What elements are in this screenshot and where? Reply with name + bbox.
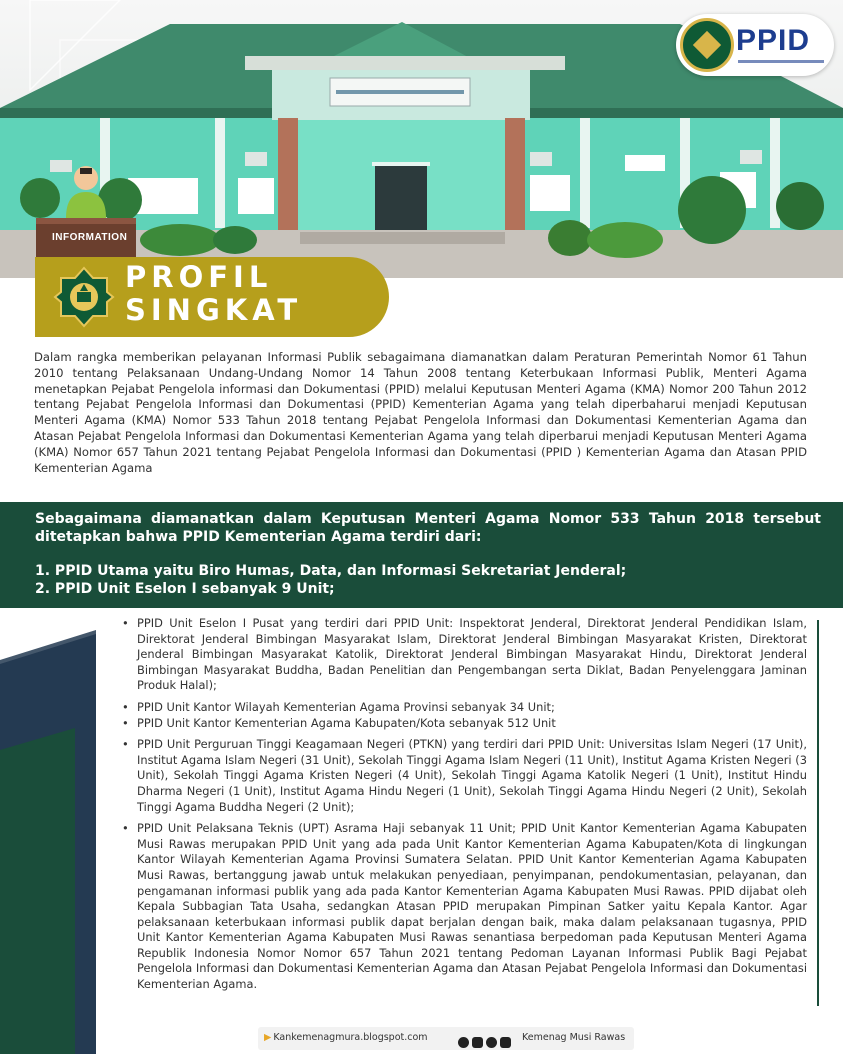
ppid-tagline [738, 60, 824, 63]
twitter-icon[interactable] [486, 1037, 497, 1048]
youtube-icon[interactable] [500, 1037, 511, 1048]
play-triangle-icon: ▶ [264, 1032, 272, 1043]
website-link[interactable]: Kankemenagmura.blogspot.com [273, 1032, 428, 1043]
decorative-stripes [0, 600, 110, 1054]
hero-photo [0, 0, 843, 278]
facebook-icon[interactable] [458, 1037, 469, 1048]
list-item: • PPID Unit Pelaksana Teknis (UPT) Asrama Haji sebanyak 11 Unit; PPID Unit Kantor Kementerian Agama Kabupaten Musi Rawas merupakan PPID Unit yang ada pada Unit Kantor Kementerian Agama Kabupaten/Kota di lingkungan Kantor Wilayah Kementerian Agama Provinsi Sumatera Selatan. PPID Unit Kantor Kementerian Agama Kabupaten Musi Rawas, bertanggung jawab untuk melakukan penyediaan, penyimpanan, pendokumentasian, pelayanan, dan pengamanan informasi publik yang ada pada Kantor Kementerian Agama Kabupaten Musi Rawas. PPID dijabat oleh Kepala Subbagian Tata Usaha, sedangkan Atasan PPID merupakan Pimpinan Satker yaitu Kepala Kantor. Agar pelaksanaan keterbukaan informasi publik dapat berjalan dengan baik, maka dalam pelaksanaan tugasnya, PPID Unit Kantor Kementerian Agama Kabupaten Musi Rawas senantiasa berpedoman pada Keputusan Menteri Agama Republik Indonesia Nomor Nomor 657 Tahun 2021 tentang Pedoman Layanan Informasi Publik Bagi Pejabat Pengelola Informasi dan Dokumentasi Kementerian Agama dan Atasan Pejabat Pengelola Informasi dan Dokumentasi Kementerian Agama. [120, 821, 807, 993]
intro-paragraph: Dalam rangka memberikan pelayanan Informasi Publik sebagaimana diamanatkan dalam Peraturan Pemerintah Nomor 61 Tahun 2010 tentang Pelaksanaan Undang-Undang Nomor 14 Tahun 2008 tentang Keterbukaan Informasi Publik, Menteri Agama menetapkan Pejabat Pengelola informasi dan Dokumentasi (PPID) melalui Keputusan Menteri Agama (KMA) Nomor 200 Tahun 2012 tentang Pejabat Pengelola Informasi dan Dokumentasi (PPID) Kementerian Agama yang telah diperbaharui menjadi Keputusan Menteri Agama (KMA) Nomor 533 Tahun 2018 tentang Pejabat Pengelola Informasi dan Dokumentasi Kementerian Agama dan Atasan Pejabat Pengelola Informasi dan Dokumentasi Kementerian Agama yang telah diperbarui menjadi Keputusan Menteri Agama (KMA) Nomor 657 Tahun 2021 tentang Pejabat Pengelola Informasi dan Dokumentasi (PPID ) Kementerian Agama dan Atasan PPID Kementerian Agama [34, 350, 807, 475]
kemenag-logo-icon [53, 266, 115, 328]
list-item: • PPID Unit Kantor Wilayah Kementerian Agama Provinsi sebanyak 34 Unit; [120, 700, 807, 716]
kemenag-seal-icon [680, 18, 734, 72]
band-list-item: 2. PPID Unit Eselon I sebanyak 9 Unit; [35, 581, 335, 597]
social-icons [458, 1032, 514, 1051]
list-item: • PPID Unit Eselon I Pusat yang terdiri dari PPID Unit: Inspektorat Jenderal, Direktorat Jenderal Pendidikan Islam, Direktorat Jenderal Bimbingan Masyarakat Islam, Direktorat Jenderal Bimbingan Masyarakat Kristen, Direktorat Jenderal Bimbingan Masyarakat Katolik, Direktorat Jenderal Bimbingan Masyarakat Hindu, Direktorat Jenderal Bimbingan Masyarakat Buddha, Badan Penelitian dan Pengembangan serta Diklat, Badan Penyelenggara Jaminan Produk Halal); [120, 616, 807, 694]
list-item: • PPID Unit Perguruan Tinggi Keagamaan Negeri (PTKN) yang terdiri dari PPID Unit: Universitas Islam Negeri (17 Unit), Institut Agama Islam Negeri (31 Unit), Sekolah Tinggi Agama Islam Negeri (11 Unit), Institut Agama Kristen Negeri (3 Unit), Sekolah Tinggi Agama Kristen Negeri (4 Unit), Sekolah Tinggi Agama Katolik Negeri (1 Unit), Institut Hindu Dharma Negeri (1 Unit), Institut Agama Hindu Negeri (1 Unit), Sekolah Tinggi Agama Hindu Negeri (2 Unit), Sekolah Tinggi Agama Buddha Negeri (2 Unit); [120, 737, 807, 815]
information-sign: INFORMATION [52, 232, 128, 243]
banner-title [125, 261, 302, 327]
instagram-icon[interactable] [472, 1037, 483, 1048]
band-list-item: 1. PPID Utama yaitu Biro Humas, Data, dan Informasi Sekretariat Jenderal; [35, 563, 627, 579]
banner-title-line2: SINGKAT [125, 293, 303, 327]
social-handle: Kemenag Musi Rawas [522, 1032, 626, 1043]
highlight-band [0, 502, 843, 608]
ppid-logo-text: PPID [736, 24, 811, 57]
profile-banner [35, 257, 389, 337]
ppid-logo [676, 14, 834, 76]
footer [258, 1027, 634, 1050]
band-list [35, 562, 626, 598]
ppid-unit-list [120, 616, 807, 999]
divider-line [817, 620, 819, 1006]
banner-title-line1: PROFIL [125, 260, 273, 294]
list-item: • PPID Unit Kantor Kementerian Agama Kabupaten/Kota sebanyak 512 Unit [120, 716, 807, 732]
band-statement: Sebagaimana diamanatkan dalam Keputusan Menteri Agama Nomor 533 Tahun 2018 tersebut ditetapkan bahwa PPID Kementerian Agama terdiri dari: [35, 511, 821, 545]
